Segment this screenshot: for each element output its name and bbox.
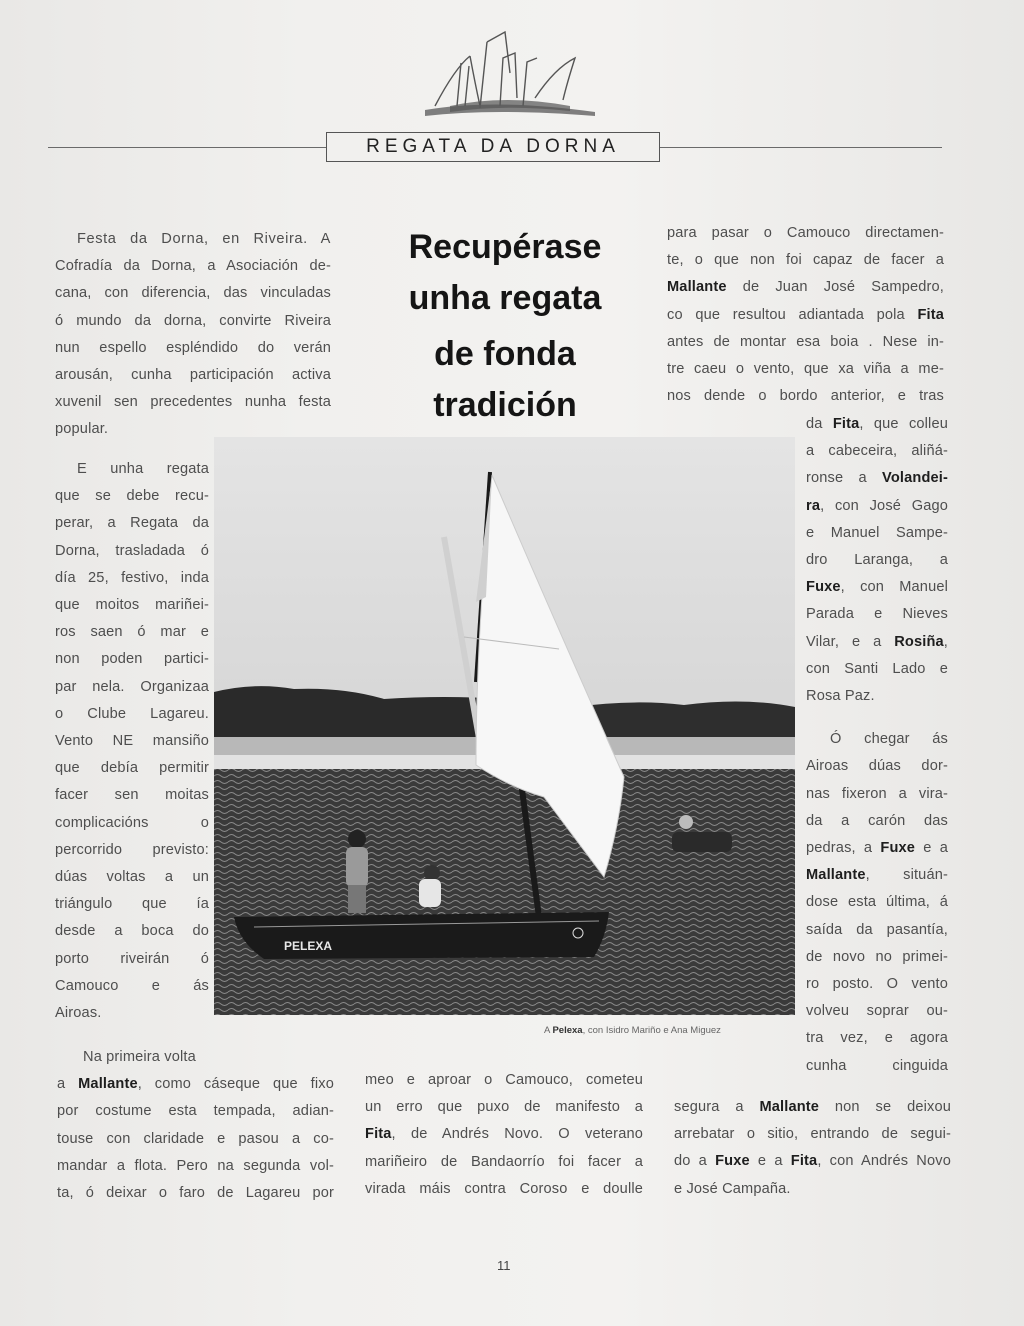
- text-line: a cabeceira, aliñá-: [806, 443, 948, 460]
- text-line: meo e aproar o Camouco, cometeu: [365, 1072, 643, 1088]
- text-line: Dorna, trasladada ó: [55, 542, 209, 559]
- text-line: ros saen ó mar e: [55, 624, 209, 641]
- text-line: desde a boca do: [55, 923, 209, 940]
- headline-line: de fonda: [434, 335, 576, 373]
- text-line: mariñeiro de Bandaorrío foi facer a: [365, 1153, 643, 1170]
- text-span: , como cáseque que fixo: [137, 1076, 334, 1093]
- article-headline: [370, 222, 640, 431]
- text-line: cunha cinguida: [806, 1057, 948, 1074]
- text-line: virada máis contra Coroso e doulle: [365, 1180, 643, 1197]
- text-line: volveu soprar ou-: [806, 1003, 948, 1020]
- text-line: [806, 411, 948, 438]
- text-line: perar, a Regata da: [55, 515, 209, 532]
- text-span: ,: [943, 633, 948, 650]
- text-line: ta, ó deixar o faro de Lagareu por: [57, 1185, 334, 1202]
- text-line: un erro que puxo de manifesto a: [365, 1099, 643, 1116]
- text-line: dro Laranga, a: [806, 552, 948, 569]
- text-span: , con José Gago: [820, 497, 948, 514]
- boat-photo-illustration: [214, 437, 795, 1015]
- boat-name: ra: [806, 497, 821, 514]
- text-line: Airoas.: [55, 1005, 102, 1022]
- intro-paragraph: [55, 226, 331, 444]
- text-line: e Manuel Sampe-: [806, 524, 948, 541]
- boat-name: Fuxe: [715, 1153, 750, 1170]
- text-span: , que colleu: [859, 416, 948, 432]
- text-line: [667, 302, 944, 329]
- text-line: Festa da Dorna, en Riveira. A: [77, 231, 331, 247]
- text-line: dose esta última, á: [806, 894, 948, 911]
- text-line: nos dende o bordo anterior, e tras: [667, 388, 944, 405]
- caption-boat-name: Pelexa: [552, 1025, 583, 1036]
- boat-name: Rosiña: [894, 633, 944, 650]
- text-line: [57, 1071, 334, 1098]
- text-span: do a: [674, 1153, 716, 1170]
- text-line: tre caeu o vento, que xa viña a me-: [667, 361, 944, 378]
- boat-name: Fita: [790, 1153, 818, 1170]
- text-line: Camouco e ás: [55, 977, 209, 994]
- boat-name: PELEXA: [284, 939, 333, 953]
- text-line: [806, 835, 948, 862]
- headline-line: tradición: [433, 386, 577, 424]
- text-line: con Santi Lado e: [806, 660, 948, 677]
- text-line: xuvenil sen precedentes nunha festa: [55, 394, 331, 411]
- text-line: Cofradía da Dorna, a Asociación de-: [55, 258, 331, 275]
- text-line: antes de montar esa boia . Nese in-: [667, 333, 944, 350]
- headline-line: Recupérase: [408, 228, 602, 266]
- text-line: Rosa Paz.: [806, 688, 875, 705]
- text-line: ó mundo da dorna, convirte Riveira: [55, 312, 331, 329]
- text-line: o Clube Lagareu.: [55, 705, 209, 722]
- boat-name: Mallante: [667, 279, 727, 296]
- text-span: co que resultou adiantada pola: [667, 306, 918, 323]
- boat-name: Fita: [917, 306, 944, 323]
- sailboat-logo-icon: [395, 28, 605, 123]
- text-line: Vento NE mansiño: [55, 733, 209, 750]
- text-line: porto riveirán ó: [55, 950, 209, 967]
- text-span: , con Manuel: [840, 579, 948, 596]
- text-line: [667, 274, 944, 301]
- text-line: Parada e Nieves: [806, 606, 948, 623]
- right-column-top: [667, 220, 944, 410]
- text-line: de novo no primei-: [806, 948, 948, 965]
- text-line: que se debe recu-: [55, 488, 209, 505]
- section-title: REGATA DA DORNA: [326, 132, 660, 162]
- text-line: mandar a flota. Pero na segunda vol-: [57, 1157, 334, 1174]
- header-rule-right: [660, 147, 942, 148]
- text-line: Airoas dúas dor-: [806, 758, 948, 775]
- text-line: para pasar o Camouco directamen-: [667, 225, 944, 241]
- text-span: de Juan José Sampedro,: [726, 279, 944, 296]
- text-span: Vilar, e a: [806, 633, 895, 650]
- text-line: facer sen moitas: [55, 787, 209, 804]
- text-line: [674, 1148, 951, 1175]
- text-line: dúas voltas a un: [55, 869, 209, 886]
- text-line: arrebatar o sitio, entrando de segui-: [674, 1126, 951, 1143]
- text-line: que moitos mariñei-: [55, 597, 209, 614]
- text-span: a: [57, 1076, 79, 1093]
- left-column: [55, 456, 209, 1027]
- text-span: , con Andrés Novo: [817, 1153, 951, 1170]
- bottom-middle-column: [365, 1067, 643, 1203]
- text-line: touse con claridade e pasou a co-: [57, 1130, 334, 1147]
- header-rule-left: [48, 147, 326, 148]
- text-span: e a: [749, 1153, 791, 1170]
- text-line: nun espello espléndido do verán: [55, 339, 331, 356]
- text-line: saída da pasantía,: [806, 921, 948, 938]
- boat-name: Fuxe: [806, 579, 841, 596]
- text-line: Ó chegar ás: [830, 731, 948, 748]
- photo-caption: [544, 1025, 721, 1036]
- text-line: ro posto. O vento: [806, 976, 948, 993]
- text-line: [365, 1121, 643, 1148]
- boat-name: Mallante: [78, 1076, 138, 1093]
- right-column-narrow: [806, 411, 948, 1080]
- caption-text: , con Isidro Mariño e Ana Miguez: [582, 1025, 721, 1036]
- text-line: arousán, cunha participación activa: [55, 367, 331, 384]
- text-span: da: [806, 416, 833, 432]
- boat-name: Fita: [365, 1126, 392, 1143]
- text-line: que debía permitir: [55, 760, 209, 777]
- text-line: par nela. Organizaa: [55, 678, 209, 695]
- text-line: e José Campaña.: [674, 1180, 791, 1197]
- text-span: segura a: [674, 1099, 760, 1115]
- text-line: E unha regata: [77, 461, 209, 477]
- text-span: , de Andrés Novo. O veterano: [391, 1126, 643, 1143]
- text-line: complicacións o: [55, 814, 209, 831]
- boat-name: Fuxe: [880, 840, 916, 857]
- text-line: Na primeira volta: [83, 1049, 196, 1065]
- boat-name: Mallante: [759, 1099, 820, 1115]
- text-line: [806, 862, 948, 889]
- text-span: ronse a: [806, 470, 883, 487]
- text-line: por costume esta tempada, adian-: [57, 1103, 334, 1120]
- caption-text: A: [544, 1025, 553, 1036]
- text-line: [806, 465, 948, 492]
- text-line: día 25, festivo, inda: [55, 569, 209, 586]
- text-span: pedras, a: [806, 840, 881, 857]
- text-line: popular.: [55, 421, 109, 438]
- text-line: da a carón das: [806, 812, 948, 829]
- text-line: te, o que non foi capaz de facer a: [667, 252, 944, 269]
- text-line: [806, 629, 948, 656]
- bottom-left-column: [57, 1044, 334, 1207]
- text-span: e a: [915, 840, 948, 857]
- text-line: nas fixeron a vira-: [806, 785, 948, 802]
- text-line: triángulo que ía: [55, 896, 209, 913]
- headline-line: unha regata: [408, 279, 602, 317]
- boat-name: Mallante: [806, 867, 866, 884]
- text-line: [806, 574, 948, 601]
- text-line: [674, 1094, 951, 1121]
- text-line: percorrido previsto:: [55, 841, 209, 858]
- boat-name: Fita: [832, 416, 860, 432]
- boat-name: Volandei-: [882, 470, 948, 487]
- text-line: non poden partici-: [55, 651, 209, 668]
- text-span: non se deixou: [819, 1099, 951, 1115]
- photo-pelexa-boat: [214, 437, 795, 1015]
- page-number: 11: [497, 1258, 511, 1273]
- text-line: [806, 493, 948, 520]
- text-span: , situán-: [865, 867, 948, 884]
- text-line: tra vez, e agora: [806, 1030, 948, 1047]
- bottom-right-column: [674, 1094, 951, 1203]
- text-line: cana, con diferencia, das vinculadas: [55, 285, 331, 302]
